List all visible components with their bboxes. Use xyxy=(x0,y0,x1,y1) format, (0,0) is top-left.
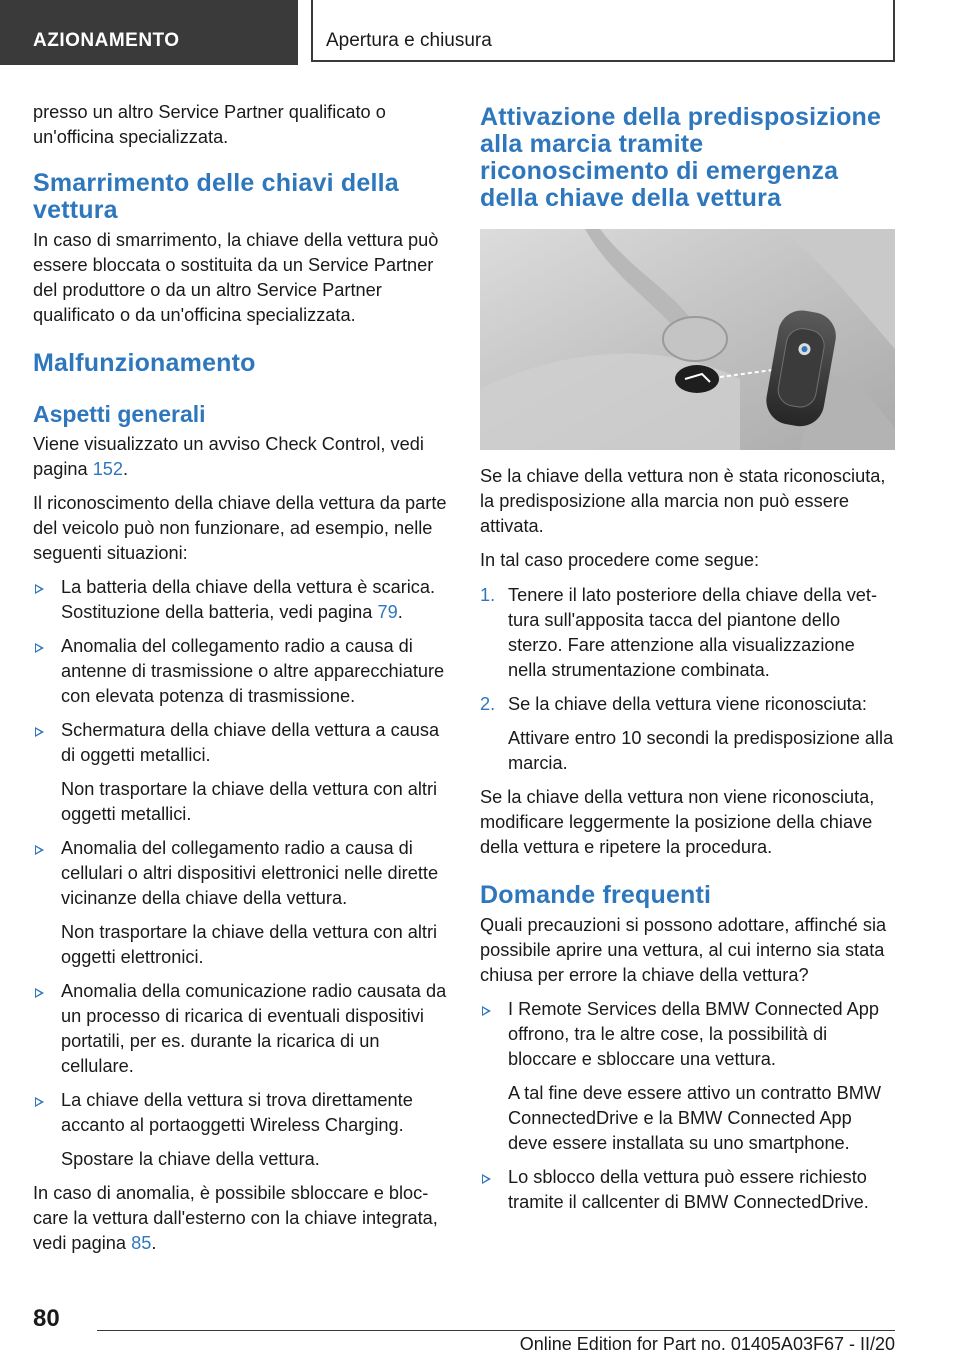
step-text: Tenere il lato posteriore della chiave della vettura sull'apposita tacca del piantone dello sterzo. Fare attenzione alla visualizzazione nella strumentazione combinata. xyxy=(508,585,878,680)
list-item-text: I Remote Services della BMW Connected App offrono, tra le altre cose, la possibilità di bloccare e sbloccare una vettura. xyxy=(508,999,879,1069)
retry-paragraph: Se la chiave della vettura non viene riconosciuta, modificare leggermente la posizione della chiave della vettura e ripetere la procedura. xyxy=(480,787,875,857)
page-link-85[interactable]: 85 xyxy=(131,1233,152,1253)
triangle-bullet-icon xyxy=(35,584,44,594)
triangle-bullet-icon xyxy=(35,643,44,653)
period: . xyxy=(151,1233,157,1253)
chapter-tab: Apertura e chiusura xyxy=(311,0,895,62)
step-item xyxy=(480,692,895,717)
period: . xyxy=(123,459,129,479)
triangle-bullet-icon xyxy=(35,988,44,998)
key-photo-illustration xyxy=(480,229,895,450)
steering-column-key-photo xyxy=(480,229,895,450)
triangle-bullet-icon xyxy=(35,727,44,737)
edition-label: Online Edition for Part no. 01405A03F67 - II/20 xyxy=(519,1334,895,1354)
detection-paragraph: Il riconoscimento della chiave della vettura da parte del veicolo può non funzionare, ad esempio, nelle seguenti situazioni: xyxy=(33,493,447,563)
list-item-text: Anomalia della comunicazione radio causata da un processo di ricarica di eventuali dispositivi portatili, per es. durante la ricarica di un cellulare. xyxy=(61,981,447,1076)
list-item-text: La batteria della chiave della vettura è scarica. Sostituzione della batteria, vedi pagina xyxy=(61,577,436,622)
lost-keys-paragraph: In caso di smarrimento, la chiave della vettura può essere bloccata o sostituita da un Service Partner del produttore o da un altro Service Partner qualificato o da un'officina specializzata. xyxy=(33,230,439,325)
intro-paragraph: presso un altro Service Partner qualificato o un'officina specializzata. xyxy=(33,102,386,147)
list-item-subtext: Non trasportare la chiave della vettura con altri oggetti elettronici. xyxy=(61,922,438,967)
page-number: 80 xyxy=(33,1305,60,1332)
procedure-intro-paragraph: In tal caso procedere come segue: xyxy=(480,550,760,570)
not-recognized-paragraph: Se la chiave della vettura non è stata riconosciuta, la predisposizione alla marcia non può essere attivata. xyxy=(480,466,886,536)
list-item-text: Lo sblocco della vettura può essere richiesto tramite il callcenter di BMW ConnectedDrive. xyxy=(508,1167,869,1212)
emergency-detection-heading: Attivazione della predisposizione alla marcia tramite riconoscimento di emergenza della chiave della vettura xyxy=(480,103,882,212)
lost-keys-heading: Smarrimento delle chiavi della vettura xyxy=(33,169,399,224)
footer-divider xyxy=(97,1330,895,1331)
step-subtext: Attivare entro 10 secondi la predisposizione alla marcia. xyxy=(508,728,894,773)
procedure-steps xyxy=(480,583,895,776)
right-column xyxy=(480,100,895,1224)
faq-answers xyxy=(480,997,895,1215)
left-column xyxy=(33,100,448,1265)
general-aspects-heading: Aspetti generali xyxy=(33,401,206,427)
triangle-bullet-icon xyxy=(35,1097,44,1107)
check-control-text: Viene visualizzato un avviso Check Control, vedi pagina xyxy=(33,434,424,479)
step-number: 1. xyxy=(480,585,496,605)
triangle-bullet-icon xyxy=(482,1174,491,1184)
list-item xyxy=(33,718,448,768)
list-item-text: Anomalia del collegamento radio a causa di antenne di trasmissione o altre apparecchiature con elevata potenza di trasmissione. xyxy=(61,636,445,706)
section-tab: AZIONAMENTO xyxy=(0,0,298,65)
list-item xyxy=(480,1165,895,1215)
list-item xyxy=(33,634,448,709)
step-item xyxy=(480,583,895,683)
page-link-79[interactable]: 79 xyxy=(377,602,398,622)
closing-text: In caso di anomalia, è possibile sbloccare e bloccare la vettura dall'esterno con la chiave integrata, vedi pagina xyxy=(33,1183,438,1253)
list-item-subtext: A tal fine deve essere attivo un contratto BMW ConnectedDrive e la BMW Connected App deve essere installata su uno smartphone. xyxy=(508,1083,882,1153)
closing-paragraph xyxy=(33,1181,448,1256)
check-control-paragraph xyxy=(33,432,448,482)
list-item-subtext: Spostare la chiave della vettura. xyxy=(61,1149,320,1169)
list-item-text: Schermatura della chiave della vettura a causa di oggetti metallici. xyxy=(61,720,440,765)
triangle-bullet-icon xyxy=(35,845,44,855)
list-item xyxy=(33,836,448,911)
list-item xyxy=(33,575,448,625)
list-item xyxy=(33,1088,448,1138)
list-item-text: La chiave della vettura si trova direttamente accanto al portaoggetti Wireless Charging. xyxy=(61,1090,413,1135)
page-link-152[interactable]: 152 xyxy=(92,459,124,479)
malfunction-heading: Malfunzionamento xyxy=(33,349,256,377)
period: . xyxy=(397,602,403,622)
triangle-bullet-icon xyxy=(482,1006,491,1016)
step-number: 2. xyxy=(480,694,496,714)
step-text: Se la chiave della vettura viene riconosciuta: xyxy=(508,694,867,714)
faq-question: Quali precauzioni si possono adottare, affinché sia possibile aprire una vettura, al cui interno sia stata chiusa per errore la chiave della vettura? xyxy=(480,915,887,985)
faq-heading: Domande frequenti xyxy=(480,881,712,909)
list-item xyxy=(33,979,448,1079)
malfunction-list xyxy=(33,575,448,1172)
list-item xyxy=(480,997,895,1072)
list-item-subtext: Non trasportare la chiave della vettura con altri oggetti metallici. xyxy=(61,779,438,824)
list-item-text: Anomalia del collegamento radio a causa di cellulari o altri dispositivi elettronici nelle dirette vicinanze della chiave della vettura. xyxy=(61,838,439,908)
